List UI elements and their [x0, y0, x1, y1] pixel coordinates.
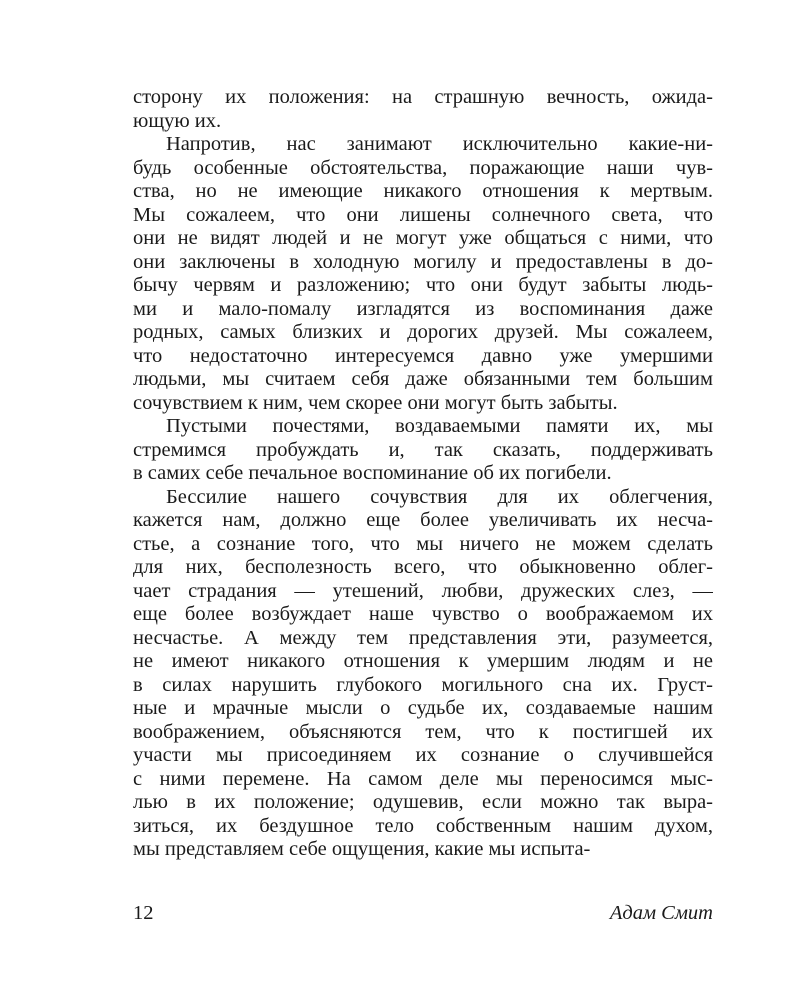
text-line: что недостаточно интересуемся давно уже умершими — [133, 344, 713, 367]
text-line: людьми, мы считаем себя даже обязанными тем большим — [133, 368, 713, 390]
text-line: стье, а сознание того, что мы ничего не можем сделать — [133, 532, 713, 555]
text-line: чает страдания — утешений, любви, дружеских слез, — — [133, 579, 713, 602]
text-line: кажется нам, должно еще более увеличивать их несча- — [133, 509, 713, 531]
text-line: в самих себе печальное воспоминание об их погибели. — [133, 462, 612, 484]
text-line: родных, самых близких и дорогих друзей. Мы сожалеем, — [133, 321, 713, 343]
text-line: они заключены в холодную могилу и предоставлены в до- — [133, 250, 713, 273]
text-line: в силах нарушить глубокого могильного сна их. Груст- — [133, 673, 713, 696]
text-line: ства, но не имеющие никакого отношения к мертвым. — [133, 180, 713, 202]
text-line: еще более возбуждает наше чувство о воображаемом их — [133, 603, 713, 625]
text-line: Пустыми почестями, воздаваемыми памяти их, мы — [166, 415, 713, 437]
text-line: для них, бесполезность всего, что обыкновенно облег- — [133, 556, 713, 578]
page-body-text — [133, 86, 713, 862]
text-line: зиться, их бездушное тело собственным нашим духом, — [133, 814, 713, 837]
text-line: ные и мрачные мысли о судьбе их, создаваемые нашим — [133, 697, 713, 719]
text-line: будь особенные обстоятельства, поражающие наши чув- — [133, 156, 713, 179]
text-line: ми и мало-помалу изгладятся из воспоминания даже — [133, 297, 713, 320]
paragraph — [133, 486, 713, 862]
text-line: сочувствием к ним, чем скорее они могут быть забыты. — [133, 391, 618, 414]
text-line: Бессилие нашего сочувствия для их облегчения, — [166, 485, 713, 508]
text-line: участи мы присоединяем их сознание о случившейся — [133, 744, 713, 766]
paragraph — [133, 133, 713, 415]
page-footer — [133, 900, 713, 926]
text-line: бычу червям и разложению; что они будут забыты людь- — [133, 274, 713, 296]
running-head-author: Адам Смит — [609, 902, 713, 924]
text-line: Мы сожалеем, что они лишены солнечного света, что — [133, 203, 713, 226]
text-line: стремимся пробуждать и, так сказать, поддерживать — [133, 438, 713, 461]
text-line: не имеют никакого отношения к умершим людям и не — [133, 650, 713, 672]
page-number: 12 — [133, 902, 154, 924]
text-line: воображением, объясняются тем, что к постигшей их — [133, 720, 713, 743]
text-line: несчастье. А между тем представления эти, разумеется, — [133, 626, 713, 649]
text-line: мы представляем себе ощущения, какие мы испыта- — [133, 838, 591, 860]
text-line: сторону их положения: на страшную вечность, ожида- — [133, 86, 713, 108]
text-line: они не видят людей и не могут уже общаться с ними, что — [133, 227, 713, 249]
text-line: ющую их. — [133, 109, 222, 132]
paragraph — [133, 415, 713, 486]
text-line: Напротив, нас занимают исключительно какие-ни- — [166, 133, 713, 155]
paragraph — [133, 86, 713, 133]
text-line: лью в их положение; одушевив, если можно так выра- — [133, 791, 713, 813]
text-line: с ними перемене. На самом деле мы переносимся мыс- — [133, 767, 713, 790]
